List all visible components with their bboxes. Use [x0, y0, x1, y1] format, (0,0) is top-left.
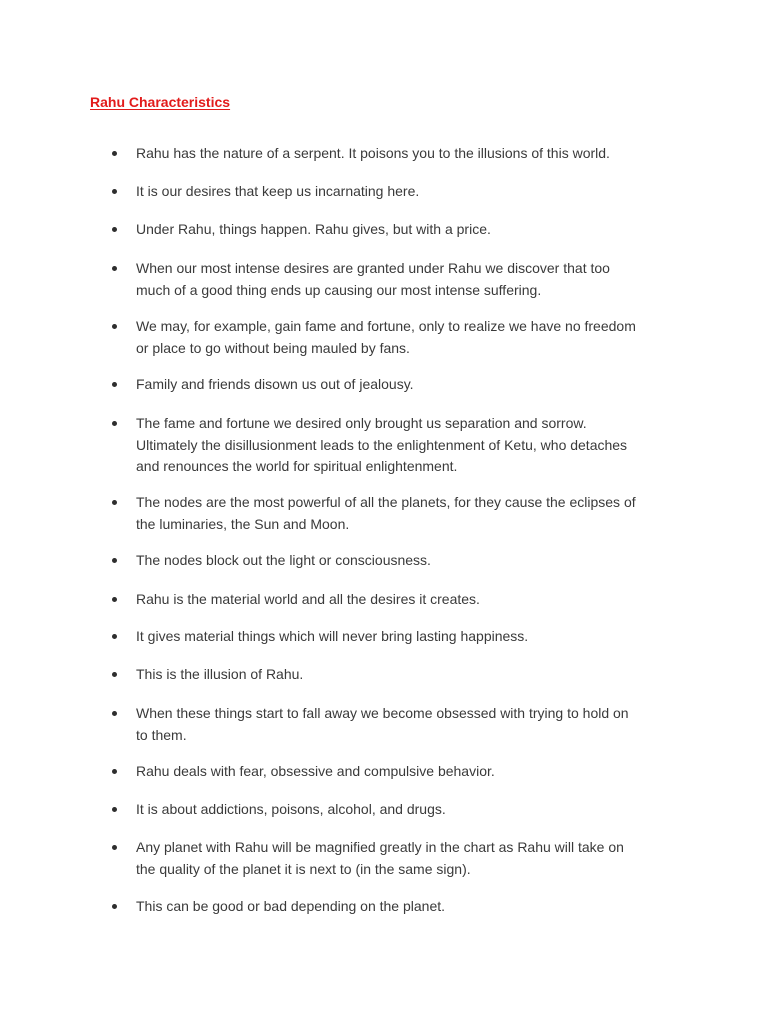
page-title: Rahu Characteristics	[90, 94, 231, 110]
bullet-icon	[112, 558, 117, 563]
list-item	[112, 316, 672, 359]
list-item-text: The nodes block out the light or consciousness.	[136, 552, 431, 568]
bullet-icon	[112, 421, 117, 426]
bullet-icon	[112, 845, 117, 850]
list-item-text: It gives material things which will never bring lasting happiness.	[136, 628, 529, 644]
list-item	[112, 258, 672, 301]
list-item	[112, 896, 672, 918]
bullet-icon	[112, 266, 117, 271]
list-item-text: When our most intense desires are granted under Rahu we discover that too much of a good thing ends up causing our most intense suffering.	[136, 260, 610, 298]
bullet-icon	[112, 634, 117, 639]
bullet-icon	[112, 711, 117, 716]
list-item-text: We may, for example, gain fame and fortune, only to realize we have no freedom or place to go without being mauled by fans.	[136, 318, 636, 356]
list-item-text: It is about addictions, poisons, alcohol, and drugs.	[136, 801, 446, 817]
bullet-icon	[112, 500, 117, 505]
list-item	[112, 703, 672, 746]
list-item-text: Rahu has the nature of a serpent. It poisons you to the illusions of this world.	[136, 145, 610, 161]
bullet-icon	[112, 769, 117, 774]
bullet-icon	[112, 807, 117, 812]
bullet-icon	[112, 324, 117, 329]
list-item	[112, 550, 672, 572]
list-item-text: This can be good or bad depending on the planet.	[136, 898, 446, 914]
list-item-text: The nodes are the most powerful of all the planets, for they cause the eclipses of the luminaries, the Sun and Moon.	[136, 494, 636, 532]
list-item-text: The fame and fortune we desired only brought us separation and sorrow. Ultimately the disillusionment leads to the enlightenment of Ketu, who detaches and renounces the world for spiritual enlightenment.	[136, 415, 628, 474]
bullet-icon	[112, 189, 117, 194]
bullet-icon	[112, 151, 117, 156]
list-item	[112, 374, 672, 396]
list-item	[112, 492, 672, 535]
list-item	[112, 143, 672, 165]
list-item	[112, 413, 672, 478]
list-item	[112, 837, 672, 880]
list-item-text: Rahu is the material world and all the desires it creates.	[136, 591, 480, 607]
list-item-text: Rahu deals with fear, obsessive and compulsive behavior.	[136, 763, 495, 779]
list-item-text: When these things start to fall away we become obsessed with trying to hold on to them.	[136, 705, 629, 743]
bullet-icon	[112, 672, 117, 677]
list-item	[112, 589, 672, 611]
bullet-icon	[112, 597, 117, 602]
bullet-icon	[112, 904, 117, 909]
list-item	[112, 761, 672, 783]
bullet-icon	[112, 227, 117, 232]
list-item	[112, 219, 672, 241]
list-item-text: Any planet with Rahu will be magnified greatly in the chart as Rahu will take on the quality of the planet it is next to (in the same sign).	[136, 839, 624, 877]
list-item-text: Under Rahu, things happen. Rahu gives, but with a price.	[136, 221, 491, 237]
list-item	[112, 799, 672, 821]
list-item-text: This is the illusion of Rahu.	[136, 666, 304, 682]
list-item	[112, 626, 672, 648]
list-item	[112, 664, 672, 686]
list-item	[112, 181, 672, 203]
bullet-icon	[112, 382, 117, 387]
list-item-text: Family and friends disown us out of jealousy.	[136, 376, 414, 392]
list-item-text: It is our desires that keep us incarnating here.	[136, 183, 420, 199]
